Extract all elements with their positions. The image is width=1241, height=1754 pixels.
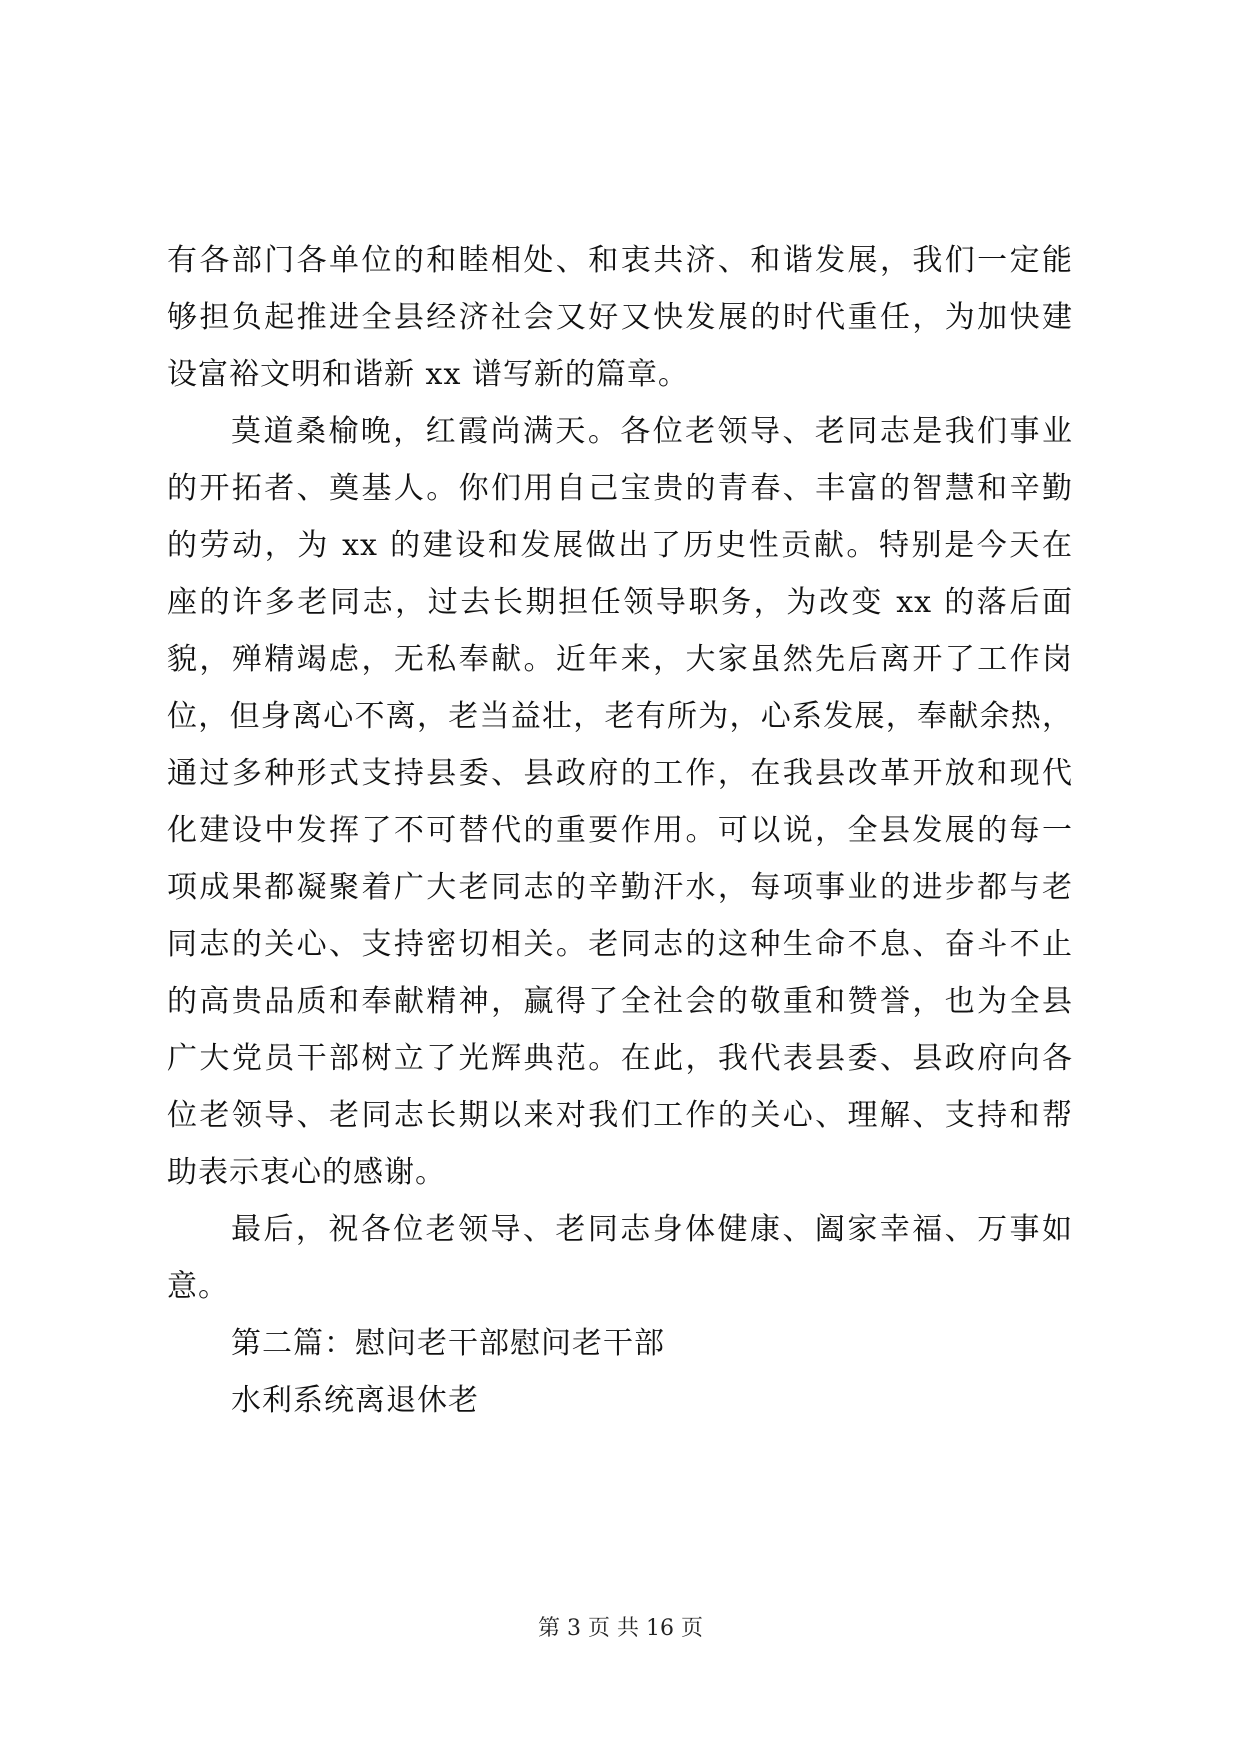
text-line: 莫道桑榆晚，红霞尚满天。各位老领导、老同志是我们事业	[231, 414, 1073, 449]
section-heading: 第二篇：慰问老干部慰问老干部	[231, 1326, 665, 1361]
body-text	[167, 232, 1073, 1429]
text-line: 助表示衷心的感谢。	[167, 1155, 446, 1190]
text-line: 最后，祝各位老领导、老同志身体健康、阖家幸福、万事如	[231, 1212, 1073, 1247]
text-line: 广大党员干部树立了光辉典范。在此，我代表县委、县政府向各	[167, 1041, 1073, 1076]
text-line: 的劳动，为 xx 的建设和发展做出了历史性贡献。特别是今天在	[167, 528, 1073, 563]
text-line: 水利系统离退休老	[231, 1383, 479, 1418]
text-line: 位老领导、老同志长期以来对我们工作的关心、理解、支持和帮	[167, 1098, 1073, 1133]
text-line: 化建设中发挥了不可替代的重要作用。可以说，全县发展的每一	[167, 813, 1073, 848]
text-line: 的高贵品质和奉献精神，赢得了全社会的敬重和赞誉，也为全县	[167, 984, 1073, 1019]
text-line: 位，但身离心不离，老当益壮，老有所为，心系发展，奉献余热，	[167, 699, 1073, 734]
text-line: 的开拓者、奠基人。你们用自己宝贵的青春、丰富的智慧和辛勤	[167, 471, 1073, 506]
text-line: 同志的关心、支持密切相关。老同志的这种生命不息、奋斗不止	[167, 927, 1073, 962]
page-number: 第 3 页 共 16 页	[538, 1616, 703, 1641]
text-line: 够担负起推进全县经济社会又好又快发展的时代重任，为加快建	[167, 300, 1073, 335]
text-line: 貌，殚精竭虑，无私奉献。近年来，大家虽然先后离开了工作岗	[167, 642, 1073, 677]
text-line: 意。	[167, 1269, 229, 1304]
text-line: 座的许多老同志，过去长期担任领导职务，为改变 xx 的落后面	[167, 585, 1073, 620]
text-line: 项成果都凝聚着广大老同志的辛勤汗水，每项事业的进步都与老	[167, 870, 1073, 905]
text-line: 设富裕文明和谐新 xx 谱写新的篇章。	[167, 357, 689, 392]
text-line: 通过多种形式支持县委、县政府的工作，在我县改革开放和现代	[167, 756, 1073, 791]
text-line: 有各部门各单位的和睦相处、和衷共济、和谐发展，我们一定能	[167, 243, 1073, 278]
